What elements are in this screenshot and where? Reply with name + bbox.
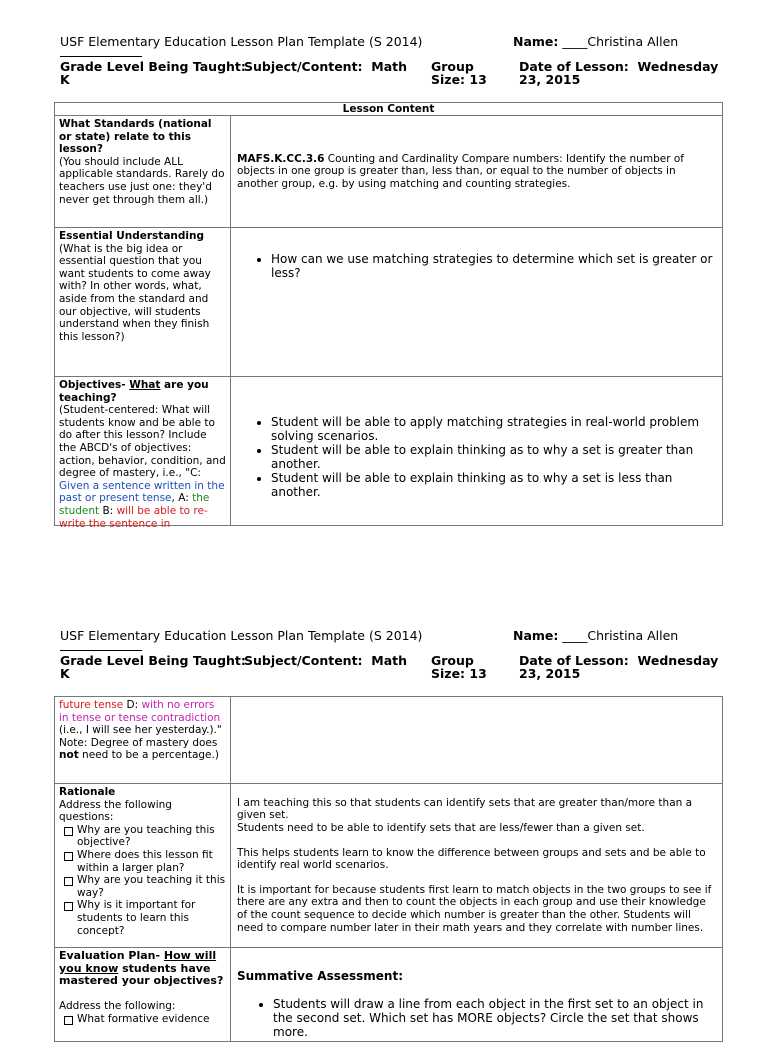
divider <box>60 56 142 57</box>
template-title: USF Elementary Education Lesson Plan Template (S 2014) <box>60 628 423 643</box>
list-item: • How can we use matching strategies to determine which set is greater or less? <box>271 252 718 280</box>
essential-list <box>235 252 718 280</box>
template-title: USF Elementary Education Lesson Plan Template (S 2014) <box>60 34 423 49</box>
list-item: • Student will be able to explain thinking as to why a set is greater than another. <box>271 443 718 471</box>
lesson-content-table <box>54 102 723 530</box>
abcd-b-label: B: <box>99 504 117 517</box>
abcd-audience: the student <box>59 492 210 517</box>
rationale-p4: It is important for because students first learn to match objects in the two groups to see if there are any extra and then to count the objects in each group and use their knowledge of the count sequence to decide which number is greater than the other. Students will need to compare number later in their math years and they correlate with number lines. <box>237 883 712 934</box>
list-item: • Student will be able to explain thinking as to why a set is less than another. <box>271 471 718 499</box>
subject-content: Subject/Content: Math <box>244 59 408 74</box>
rationale-label-cell <box>55 784 231 948</box>
objectives-label-cell <box>55 377 231 530</box>
standards-label: What Standards (national or state) relate to this lesson? <box>59 118 212 156</box>
evaluation-label-cell <box>55 948 231 1042</box>
essential-content <box>231 228 723 377</box>
summative-heading: Summative Assessment: <box>237 969 403 983</box>
grade-level: Grade Level Being Taught: K <box>60 653 246 681</box>
objectives-continued-content <box>231 697 723 784</box>
lesson-date: Date of Lesson: Wednesday 23, 2015 <box>519 59 719 87</box>
summative-list <box>237 997 718 1039</box>
table-title: Lesson Content <box>55 103 723 116</box>
grade-level: Grade Level Being Taught: K <box>60 59 246 87</box>
abcd-a-label: , A: <box>171 492 193 505</box>
list-item: • Student will be able to apply matching strategies in real-world problem solving scenarios. <box>271 415 718 443</box>
standards-help: (You should include ALL applicable standards. Rarely do teachers use just one: they'd never get through them all.) <box>59 155 225 206</box>
abcd-d-label: D: <box>123 699 142 711</box>
objectives-note: Note: Degree of mastery does not need to be a percentage.) <box>59 736 219 762</box>
objectives-continued-cell <box>55 697 231 784</box>
standards-content <box>231 116 723 228</box>
standard-text: Counting and Cardinality Compare numbers: Identify the number of objects in one group is greater than, less than, or equal to the number of objects in another group, e.g. by using matching and counting strategies. <box>237 152 684 190</box>
evaluation-content <box>231 948 723 1042</box>
standard-code: MAFS.K.CC.3.6 <box>237 152 325 165</box>
evaluation-questions <box>59 1013 226 1026</box>
subject-content: Subject/Content: Math <box>244 653 408 668</box>
standards-label-cell <box>55 116 231 228</box>
objectives-example: (i.e., I will see her yesterday.)." <box>59 724 222 737</box>
lesson-date: Date of Lesson: Wednesday 23, 2015 <box>519 653 719 681</box>
rationale-content <box>231 784 723 948</box>
essential-help: (What is the big idea or essential question that you want students to come away with? In other words, what, aside from the standard and our objective, will students understand when they finish this lesson?) <box>59 242 211 343</box>
group-size: Group Size: 13 <box>431 653 487 681</box>
objectives-help: (Student-centered: What will students know and be able to do after this lesson? Include the ABCD's of objectives: action, behavior, condition, and degree of mastery, i.e., "C: <box>59 404 226 480</box>
rationale-intro: Address the following questions: <box>59 798 172 824</box>
student-name: Name: ____Christina Allen <box>513 34 679 49</box>
list-item: Why are you teaching it this way? <box>59 874 226 899</box>
student-name: Name: ____Christina Allen <box>513 628 679 643</box>
rationale-p3: This helps students learn to know the difference between groups and sets and be able to identify real world scenarios. <box>237 846 706 872</box>
list-item: • Students will draw a line from each object in the first set to an object in the second set. Which set has MORE objects? Circle the set that shows more. <box>273 997 718 1039</box>
group-size: Group Size: 13 <box>431 59 487 87</box>
list-item: Where does this lesson fit within a larger plan? <box>59 849 226 874</box>
lesson-content-table-continued <box>54 696 723 1042</box>
divider <box>60 650 142 651</box>
evaluation-label: Evaluation Plan- How will you know students have mastered your objectives? <box>59 949 224 988</box>
objectives-label: Objectives- What are you teaching? <box>59 379 209 404</box>
evaluation-intro: Address the following: <box>59 1000 176 1013</box>
list-item: What formative evidence <box>59 1013 226 1026</box>
list-item: Why are you teaching this objective? <box>59 824 226 849</box>
essential-label: Essential Understanding <box>59 230 204 242</box>
rationale-questions <box>59 824 226 937</box>
abcd-behavior: will be able to re-write the sentence in <box>59 504 208 530</box>
objectives-content <box>231 377 723 526</box>
rationale-label: Rationale <box>59 786 116 798</box>
rationale-p2: Students need to be able to identify sets that are less/fewer than a given set. <box>237 822 645 835</box>
objectives-list <box>235 415 718 499</box>
essential-label-cell <box>55 228 231 377</box>
abcd-degree: with no errors in tense or tense contradiction <box>59 699 221 724</box>
list-item: Why is it important for students to learn this concept? <box>59 899 226 937</box>
abcd-condition: Given a sentence written in the past or present tense <box>59 479 225 505</box>
rationale-p1: I am teaching this so that students can identify sets that are greater than/more than a given set. <box>237 796 693 822</box>
abcd-behavior-cont: future tense <box>59 699 124 711</box>
